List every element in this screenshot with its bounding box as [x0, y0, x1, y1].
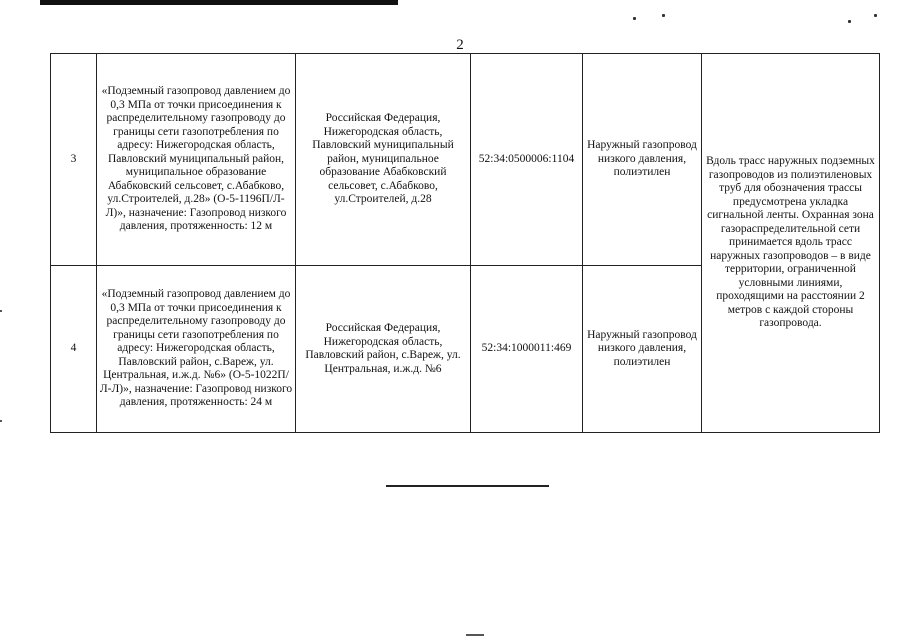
objects-table [50, 53, 880, 433]
end-separator-line [386, 485, 549, 487]
page-number: 2 [456, 37, 464, 53]
object-description: «Подземный газопровод давлением до 0,3 МПа от точки присоединения к распределительному газопроводу до границы сети газопотребления по адресу: Нижегородская область, Павловский район, с.Вареж, ул. Центральная, и.ж.д. №6» (О-5-1022П/Л-Л)», назначение: Газопровод низкого давления, протяженность: 24 м [97, 266, 296, 433]
scan-mark [848, 20, 851, 23]
protection-zone-description: Вдоль трасс наружных подземных газопроводов из полиэтиленовых труб для обозначения трассы предусмотрена укладка сигнальной ленты. Охранная зона газораспределительной сети принимается вдоль трасс наружных газопроводов – в виде территории, ограниченной условными линиями, проходящими на расстоянии 2 метров с каждой стороны газопровода. [702, 54, 880, 433]
cadastral-number: 52:34:0500006:1104 [471, 54, 583, 266]
object-description: «Подземный газопровод давлением до 0,3 МПа от точки присоединения к распределительному газопроводу до границы сети газопотребления по адресу: Нижегородская область, Павловский муниципальный район, муниципальное образование Абабковский сельсовет, с.Абабково, ул.Строителей, д.28» (О-5-1196П/Л-Л)», назначение: Газопровод низкого давления, протяженность: 12 м [97, 54, 296, 266]
table-row [51, 54, 880, 266]
scan-mark [874, 14, 877, 17]
scan-mark [0, 310, 2, 312]
top-border-line [40, 0, 398, 5]
scan-mark [662, 14, 665, 17]
scan-mark [0, 420, 2, 422]
scan-mark [466, 634, 484, 636]
scan-mark [633, 17, 636, 20]
row-number: 4 [51, 266, 97, 433]
object-location: Российская Федерация, Нижегородская область, Павловский район, с.Вареж, ул. Центральная, и.ж.д. №6 [296, 266, 471, 433]
object-type: Наружный газопровод низкого давления, полиэтилен [583, 54, 702, 266]
row-number: 3 [51, 54, 97, 266]
cadastral-number: 52:34:1000011:469 [471, 266, 583, 433]
object-type: Наружный газопровод низкого давления, полиэтилен [583, 266, 702, 433]
object-location: Российская Федерация, Нижегородская область, Павловский муниципальный район, муниципальное образование Абабковский сельсовет, с.Абабково, ул.Строителей, д.28 [296, 54, 471, 266]
